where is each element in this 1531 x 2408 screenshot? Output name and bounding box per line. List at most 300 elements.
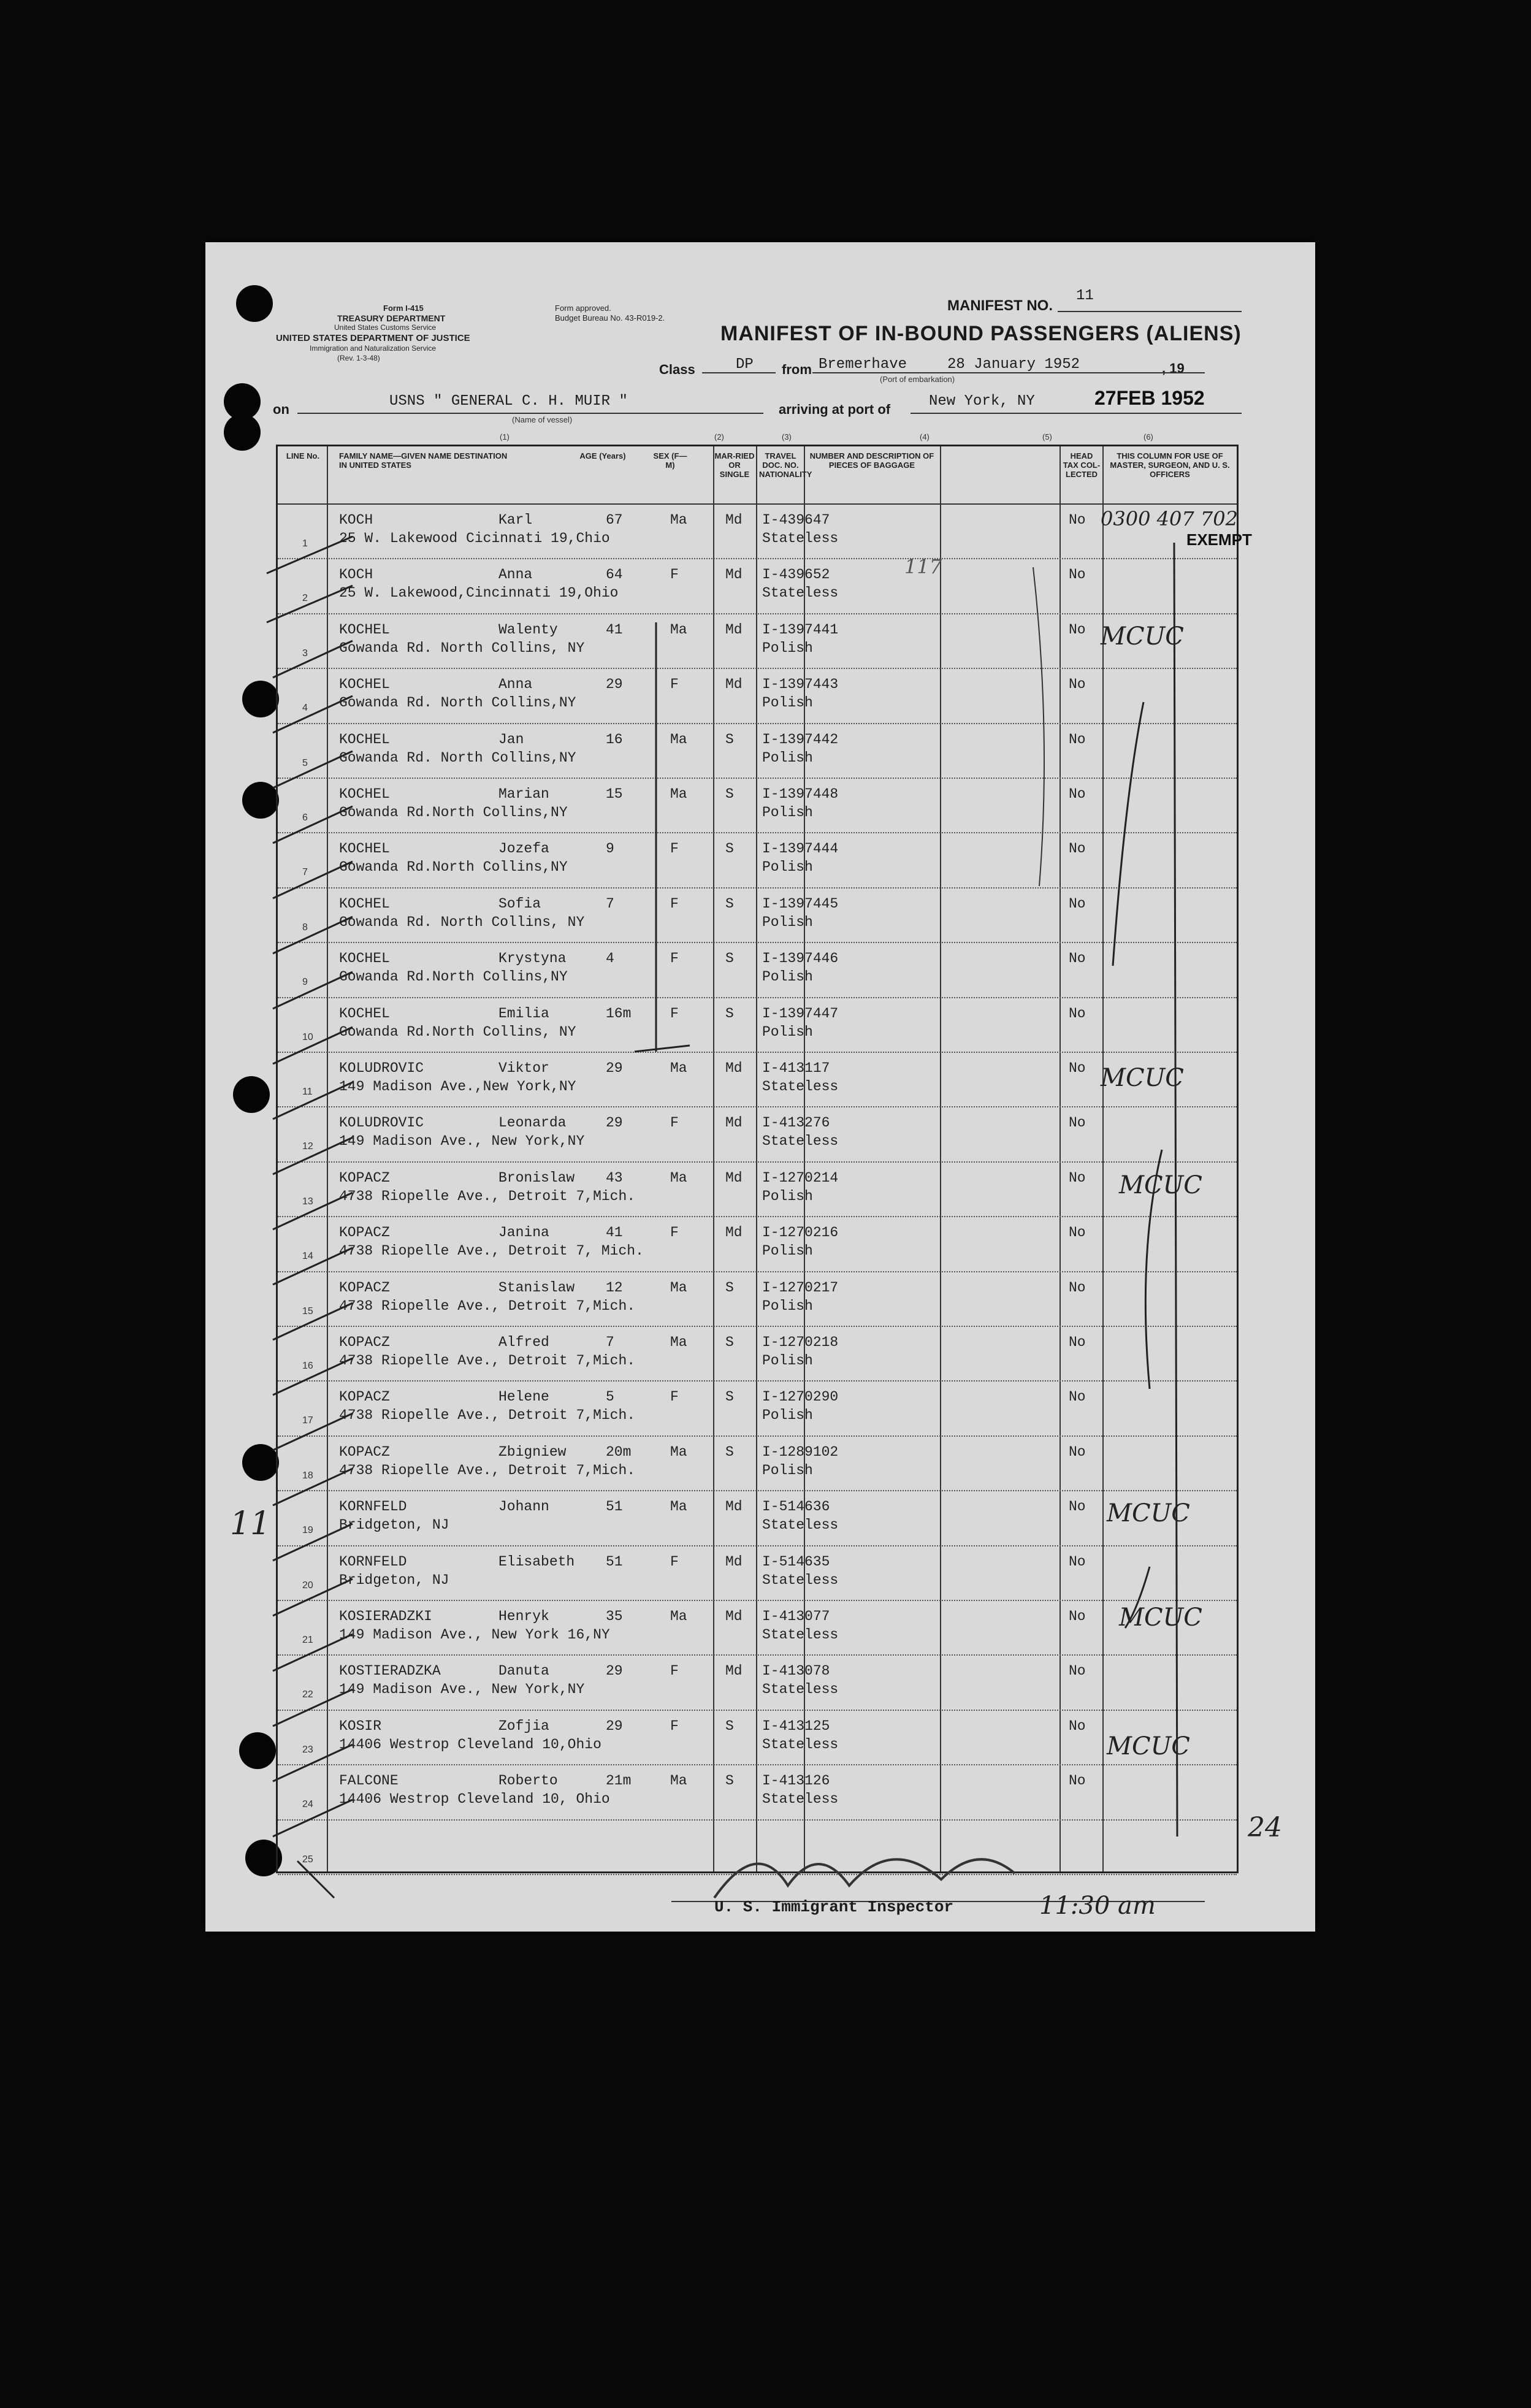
line-number: 17 <box>302 1415 313 1426</box>
line-number: 1 <box>302 538 308 549</box>
head-tax-cell: No <box>1069 731 1086 747</box>
head-tax-cell: No <box>1069 1169 1086 1186</box>
nationality: Stateless <box>762 1627 839 1643</box>
travel-doc-number: I-413078 <box>762 1663 830 1680</box>
destination-address: Gowanda Rd. North Collins, NY <box>339 914 585 930</box>
given-name: Anna <box>498 567 533 583</box>
sex-cell: Ma <box>670 1443 687 1460</box>
head-tax-cell: No <box>1069 1005 1086 1022</box>
age-cell: 51 <box>606 1499 623 1515</box>
vessel-note: (Name of vessel) <box>512 415 573 424</box>
baggage-note: 117 <box>904 555 942 578</box>
sex-cell: Ma <box>670 1279 687 1296</box>
justice-dept: UNITED STATES DEPARTMENT OF JUSTICE <box>276 333 470 343</box>
tick-line <box>273 862 353 898</box>
nationality: Polish <box>762 1353 813 1369</box>
marital-status: S <box>725 1279 734 1296</box>
travel-doc-number: I-1270214 <box>762 1169 839 1186</box>
travel-doc-number: I-1397446 <box>762 950 839 967</box>
marital-status: Md <box>725 621 743 638</box>
line-number: 4 <box>302 703 308 714</box>
given-name: Zbigniew <box>498 1443 567 1460</box>
line-number: 3 <box>302 648 308 659</box>
family-name: KOCHEL <box>339 841 390 857</box>
tick-line <box>273 1082 353 1119</box>
col-number-1: (1) <box>500 432 510 441</box>
family-name: KOCHEL <box>339 895 390 912</box>
customs-service: United States Customs Service <box>334 323 437 332</box>
head-tax-cell: No <box>1069 1115 1086 1131</box>
family-name: KOPACZ <box>339 1334 390 1350</box>
destination-address: 4738 Riopelle Ave., Detroit 7,Mich. <box>339 1462 636 1478</box>
from-label: from <box>782 362 812 377</box>
age-cell: 9 <box>606 841 614 857</box>
nationality: Polish <box>762 1298 813 1314</box>
line-number: 5 <box>302 757 308 768</box>
ins-service: Immigration and Naturalization Service <box>310 344 437 353</box>
head-tax-cell: No <box>1069 1608 1086 1624</box>
travel-doc-number: I-1397445 <box>762 895 839 912</box>
travel-doc-number: I-1397443 <box>762 676 839 693</box>
sex-cell: F <box>670 841 679 857</box>
col-header-baggage: NUMBER AND DESCRIPTION OF PIECES OF BAGGAGE <box>809 451 934 470</box>
port-embark-note: (Port of embarkation) <box>880 375 955 384</box>
form-revision: (Rev. 1-3-48) <box>337 354 380 362</box>
destination-address: Bridgeton, NJ <box>339 1572 449 1588</box>
travel-doc-number: I-1397447 <box>762 1005 839 1022</box>
head-tax-cell: No <box>1069 1718 1086 1734</box>
col-header-sex: SEX (F—M) <box>653 451 687 470</box>
col-header-age: AGE (Years) <box>579 451 626 461</box>
check-stroke <box>1033 567 1044 886</box>
age-cell: 41 <box>606 1225 623 1241</box>
col-header-officers: THIS COLUMN FOR USE OF MASTER, SURGEON, AND U. S. OFFICERS <box>1110 451 1230 479</box>
class-value: DP <box>736 356 754 373</box>
head-tax-cell: No <box>1069 786 1086 802</box>
head-tax-cell: No <box>1069 1060 1086 1076</box>
manifest-sheet <box>205 242 1315 1932</box>
nationality: Polish <box>762 1243 813 1259</box>
line-number: 14 <box>302 1251 313 1262</box>
line-number: 13 <box>302 1196 313 1207</box>
col-number-4: (4) <box>920 432 930 441</box>
line-number: 20 <box>302 1580 313 1591</box>
family-name: KORNFELD <box>339 1499 407 1515</box>
class-label: Class <box>659 362 695 377</box>
age-cell: 5 <box>606 1389 614 1405</box>
family-name: KOCHEL <box>339 1005 390 1022</box>
marital-status: Md <box>725 1608 743 1624</box>
col-number-3: (3) <box>782 432 792 441</box>
tick-line <box>267 586 353 622</box>
marital-status: S <box>725 786 734 802</box>
check-stroke <box>1145 1150 1162 1389</box>
tick-line <box>273 1137 353 1174</box>
line-number: 19 <box>302 1525 313 1536</box>
sex-cell: F <box>670 676 679 693</box>
family-name: KOSTIERADZKA <box>339 1663 441 1680</box>
sex-cell: F <box>670 1389 679 1405</box>
travel-doc-number: I-413117 <box>762 1060 830 1076</box>
head-tax-cell: No <box>1069 1279 1086 1296</box>
marital-status: S <box>725 1718 734 1734</box>
destination-address: 25 W. Lakewood,Cincinnati 19,Ohio <box>339 585 619 602</box>
marital-status: Md <box>725 512 743 528</box>
nationality: Polish <box>762 805 813 820</box>
family-name: KOLUDROVIC <box>339 1115 424 1131</box>
nationality: Stateless <box>762 1791 839 1808</box>
family-name: KOPACZ <box>339 1169 390 1186</box>
head-tax-cell: No <box>1069 895 1086 912</box>
head-tax-cell: No <box>1069 1663 1086 1680</box>
family-name: KOLUDROVIC <box>339 1060 424 1076</box>
destination-address: 4738 Riopelle Ave., Detroit 7, Mich. <box>339 1243 644 1259</box>
destination-address: Gowanda Rd. North Collins,NY <box>339 749 576 766</box>
line-number: 11 <box>302 1087 313 1097</box>
nationality: Polish <box>762 1023 813 1040</box>
head-tax-cell: No <box>1069 841 1086 857</box>
tick-line <box>273 1634 353 1671</box>
nationality: Polish <box>762 969 813 985</box>
col-header-travel: TRAVEL DOC. NO. NATIONALITY <box>759 451 812 479</box>
family-name: KOCH <box>339 567 373 583</box>
line-number: 2 <box>302 593 308 604</box>
given-name: Sofia <box>498 895 541 912</box>
head-tax-cell: No <box>1069 1225 1086 1241</box>
sex-cell: Ma <box>670 621 687 638</box>
age-cell: 12 <box>606 1279 623 1296</box>
travel-doc-number: I-439647 <box>762 512 830 528</box>
tick-line <box>273 972 353 1009</box>
destination-address: Gowanda Rd. North Collins,NY <box>339 695 576 711</box>
marital-status: Md <box>725 1553 743 1570</box>
line-number: 15 <box>302 1305 313 1317</box>
destination-address: 4738 Riopelle Ave., Detroit 7,Mich. <box>339 1353 636 1369</box>
head-tax-cell: No <box>1069 950 1086 967</box>
manifest-no-label: MANIFEST NO. <box>947 297 1053 314</box>
travel-doc-number: I-514635 <box>762 1553 830 1570</box>
given-name: Leonarda <box>498 1115 567 1131</box>
head-tax-cell: No <box>1069 1499 1086 1515</box>
col-header-name: FAMILY NAME—GIVEN NAME DESTINATION IN UNITED STATES <box>339 451 508 470</box>
mcuc-note-2: MCUC <box>1101 1064 1184 1092</box>
sex-cell: F <box>670 1225 679 1241</box>
inspector-signature-scrawl <box>714 1859 1015 1898</box>
given-name: Helene <box>498 1389 549 1405</box>
tick-line <box>273 806 353 843</box>
given-name: Janina <box>498 1225 549 1241</box>
age-cell: 29 <box>606 1663 623 1680</box>
destination-address: 149 Madison Ave., New York 16,NY <box>339 1627 610 1643</box>
line-number: 12 <box>302 1141 313 1152</box>
travel-doc-number: I-1397441 <box>762 621 839 638</box>
sex-cell: F <box>670 1115 679 1131</box>
sex-cell: Ma <box>670 1608 687 1624</box>
destination-address: Gowanda Rd.North Collins,NY <box>339 859 568 876</box>
manifest-no-value: 11 <box>1076 288 1094 304</box>
destination-address: 149 Madison Ave., New York,NY <box>339 1133 585 1150</box>
given-name: Emilia <box>498 1005 549 1022</box>
given-name: Stanislaw <box>498 1279 575 1296</box>
given-name: Walenty <box>498 621 558 638</box>
sex-cell: F <box>670 950 679 967</box>
tick-line <box>273 917 353 954</box>
sex-cell: Ma <box>670 1334 687 1350</box>
destination-address: Gowanda Rd.North Collins, NY <box>339 1023 576 1040</box>
travel-doc-number: I-1397442 <box>762 731 839 747</box>
marital-status: S <box>725 1773 734 1789</box>
marital-status: S <box>725 1443 734 1460</box>
age-cell: 16m <box>606 1005 632 1022</box>
age-cell: 43 <box>606 1169 623 1186</box>
line-number: 10 <box>302 1031 313 1042</box>
inspector-label: U. S. Immigrant Inspector <box>714 1898 954 1916</box>
nationality: Stateless <box>762 1517 839 1534</box>
tick-line <box>273 696 353 733</box>
given-name: Alfred <box>498 1334 549 1350</box>
travel-doc-number: I-1397448 <box>762 786 839 802</box>
travel-doc-number: I-1397444 <box>762 841 839 857</box>
tick-line <box>273 1303 353 1340</box>
head-tax-cell: No <box>1069 1389 1086 1405</box>
closing-diagonal <box>297 1861 334 1898</box>
marital-status: Md <box>725 1060 743 1076</box>
age-cell: 51 <box>606 1553 623 1570</box>
year-suffix: , 19 <box>1162 361 1185 376</box>
family-name: KOCHEL <box>339 676 390 693</box>
marital-status: S <box>725 1334 734 1350</box>
officer-code-handwritten: 0300 407 702 <box>1101 507 1238 530</box>
family-name: KOSIR <box>339 1718 382 1734</box>
nationality: Polish <box>762 1407 813 1424</box>
nationality: Polish <box>762 749 813 766</box>
destination-address: 149 Madison Ave.,New York,NY <box>339 1079 576 1095</box>
tick-line <box>273 641 353 678</box>
check-marks-svg <box>205 242 1315 1932</box>
nationality: Polish <box>762 1188 813 1204</box>
exempt-stamp: EXEMPT <box>1186 530 1252 549</box>
sex-cell: F <box>670 567 679 583</box>
age-bracket <box>635 622 690 1052</box>
total-count: 24 <box>1248 1812 1282 1843</box>
family-name: KOSIERADZKI <box>339 1608 432 1624</box>
destination-address: Gowanda Rd. North Collins, NY <box>339 640 585 656</box>
nationality: Polish <box>762 640 813 656</box>
marital-status: S <box>725 1389 734 1405</box>
head-tax-cell: No <box>1069 1334 1086 1350</box>
family-name: KOPACZ <box>339 1225 390 1241</box>
given-name: Jozefa <box>498 841 549 857</box>
nationality: Polish <box>762 859 813 876</box>
marital-status: Md <box>725 567 743 583</box>
age-cell: 20m <box>606 1443 632 1460</box>
tick-line <box>273 1358 353 1395</box>
given-name: Danuta <box>498 1663 549 1680</box>
col-header-line: LINE No. <box>286 451 320 461</box>
family-name: KOPACZ <box>339 1279 390 1296</box>
nationality: Polish <box>762 695 813 711</box>
family-name: KOCHEL <box>339 950 390 967</box>
sex-cell: Ma <box>670 1060 687 1076</box>
tick-line <box>273 1579 353 1616</box>
given-name: Roberto <box>498 1773 558 1789</box>
line-number: 16 <box>302 1361 313 1371</box>
travel-doc-number: I-413276 <box>762 1115 830 1131</box>
tick-line <box>273 1800 353 1837</box>
head-tax-cell: No <box>1069 1443 1086 1460</box>
marital-status: Md <box>725 676 743 693</box>
sex-cell: F <box>670 1718 679 1734</box>
travel-doc-number: I-1270218 <box>762 1334 839 1350</box>
family-name: KOCH <box>339 512 373 528</box>
sex-cell: Ma <box>670 786 687 802</box>
tick-line <box>273 1524 353 1561</box>
head-tax-cell: No <box>1069 1773 1086 1789</box>
given-name: Anna <box>498 676 533 693</box>
destination-address: 14406 Westrop Cleveland 10,Ohio <box>339 1736 601 1752</box>
col-number-2: (2) <box>714 432 724 441</box>
travel-doc-number: I-413125 <box>762 1718 830 1734</box>
tick-line <box>273 1689 353 1726</box>
nationality: Stateless <box>762 1681 839 1698</box>
col-number-6: (6) <box>1143 432 1153 441</box>
check-stroke <box>1125 1567 1150 1628</box>
marital-status: S <box>725 950 734 967</box>
destination-address: 4738 Riopelle Ave., Detroit 7,Mich. <box>339 1188 636 1204</box>
form-number: Form I-415 <box>383 304 424 313</box>
given-name: Marian <box>498 786 549 802</box>
marital-status: Md <box>725 1225 743 1241</box>
age-cell: 29 <box>606 1060 623 1076</box>
age-cell: 15 <box>606 786 623 802</box>
nationality: Stateless <box>762 1079 839 1095</box>
nationality: Stateless <box>762 1736 839 1752</box>
page-title: MANIFEST OF IN-BOUND PASSENGERS (ALIENS) <box>720 322 1242 345</box>
travel-doc-number: I-1270217 <box>762 1279 839 1296</box>
marital-status: S <box>725 895 734 912</box>
line-number: 9 <box>302 977 308 988</box>
marital-status: Md <box>725 1499 743 1515</box>
nationality: Stateless <box>762 1133 839 1150</box>
head-tax-cell: No <box>1069 567 1086 583</box>
form-approved: Form approved. <box>555 304 611 313</box>
line-number: 21 <box>302 1635 313 1645</box>
sex-cell: F <box>670 1005 679 1022</box>
sex-cell: Ma <box>670 1773 687 1789</box>
family-name: KOCHEL <box>339 786 390 802</box>
arriving-label: arriving at port of <box>779 402 891 417</box>
sex-cell: Ma <box>670 512 687 528</box>
given-name: Elisabeth <box>498 1553 575 1570</box>
travel-doc-number: I-413126 <box>762 1773 830 1789</box>
check-stroke <box>1113 702 1143 966</box>
nationality: Polish <box>762 914 813 930</box>
travel-doc-number: I-413077 <box>762 1608 830 1624</box>
sex-cell: Ma <box>670 1499 687 1515</box>
destination-address: 25 W. Lakewood Cicinnati 19,Chio <box>339 530 610 546</box>
nationality: Stateless <box>762 530 839 546</box>
mcuc-note-5: MCUC <box>1119 1603 1202 1632</box>
given-name: Bronislaw <box>498 1169 575 1186</box>
destination-address: Bridgeton, NJ <box>339 1517 449 1534</box>
destination-address: Gowanda Rd.North Collins,NY <box>339 805 568 820</box>
age-cell: 7 <box>606 895 614 912</box>
age-cell: 4 <box>606 950 614 967</box>
family-name: KORNFELD <box>339 1553 407 1570</box>
mcuc-note-1: MCUC <box>1101 622 1184 651</box>
family-name: KOCHEL <box>339 731 390 747</box>
from-value: Bremerhave <box>819 356 907 373</box>
line-number: 25 <box>302 1854 313 1865</box>
vessel-name: USNS " GENERAL C. H. MUIR " <box>389 393 628 410</box>
tick-line <box>273 1027 353 1064</box>
age-cell: 41 <box>606 621 623 638</box>
line-number: 22 <box>302 1689 313 1700</box>
age-cell: 29 <box>606 676 623 693</box>
marital-status: S <box>725 731 734 747</box>
marital-status: Md <box>725 1663 743 1680</box>
given-name: Krystyna <box>498 950 567 967</box>
tick-line <box>273 751 353 788</box>
col-header-headtax: HEAD TAX COL-LECTED <box>1063 451 1101 479</box>
sex-cell: Ma <box>670 1169 687 1186</box>
head-tax-cell: No <box>1069 676 1086 693</box>
given-name: Zofjia <box>498 1718 549 1734</box>
sex-cell: Ma <box>670 731 687 747</box>
line-number: 23 <box>302 1744 313 1755</box>
line-number: 6 <box>302 812 308 823</box>
marital-status: Md <box>725 1115 743 1131</box>
sex-cell: F <box>670 1663 679 1680</box>
age-cell: 21m <box>606 1773 632 1789</box>
head-tax-cell: No <box>1069 512 1086 528</box>
line-number: 7 <box>302 867 308 878</box>
budget-bureau: Budget Bureau No. 43-R019-2. <box>555 313 665 323</box>
on-label: on <box>273 402 289 417</box>
travel-doc-number: I-514636 <box>762 1499 830 1515</box>
arrival-date-stamp: 27FEB 1952 <box>1094 387 1205 409</box>
given-name: Karl <box>498 512 533 528</box>
head-tax-cell: No <box>1069 1553 1086 1570</box>
travel-doc-number: I-439652 <box>762 567 830 583</box>
given-name: Henryk <box>498 1608 549 1624</box>
arrival-port: New York, NY <box>929 393 1035 410</box>
line-number: 8 <box>302 922 308 933</box>
age-cell: 16 <box>606 731 623 747</box>
tick-line <box>267 537 353 573</box>
sex-cell: F <box>670 1553 679 1570</box>
sex-cell: F <box>670 895 679 912</box>
mcuc-note-6: MCUC <box>1107 1732 1190 1760</box>
line-number: 24 <box>302 1799 313 1810</box>
tick-line <box>273 1745 353 1781</box>
destination-address: Gowanda Rd.North Collins,NY <box>339 969 568 985</box>
tick-line <box>273 1248 353 1285</box>
nationality: Polish <box>762 1462 813 1478</box>
departure-date: 28 January 1952 <box>947 356 1080 373</box>
age-cell: 29 <box>606 1115 623 1131</box>
head-tax-cell: No <box>1069 621 1086 638</box>
signature-time: 11:30 am <box>1039 1892 1156 1920</box>
family-name: KOPACZ <box>339 1443 390 1460</box>
travel-doc-number: I-1270216 <box>762 1225 839 1241</box>
age-cell: 7 <box>606 1334 614 1350</box>
col-number-5: (5) <box>1042 432 1052 441</box>
destination-address: 4738 Riopelle Ave., Detroit 7,Mich. <box>339 1407 636 1424</box>
destination-address: 149 Madison Ave., New York,NY <box>339 1681 585 1698</box>
family-name: KOCHEL <box>339 621 390 638</box>
marital-status: Md <box>725 1169 743 1186</box>
